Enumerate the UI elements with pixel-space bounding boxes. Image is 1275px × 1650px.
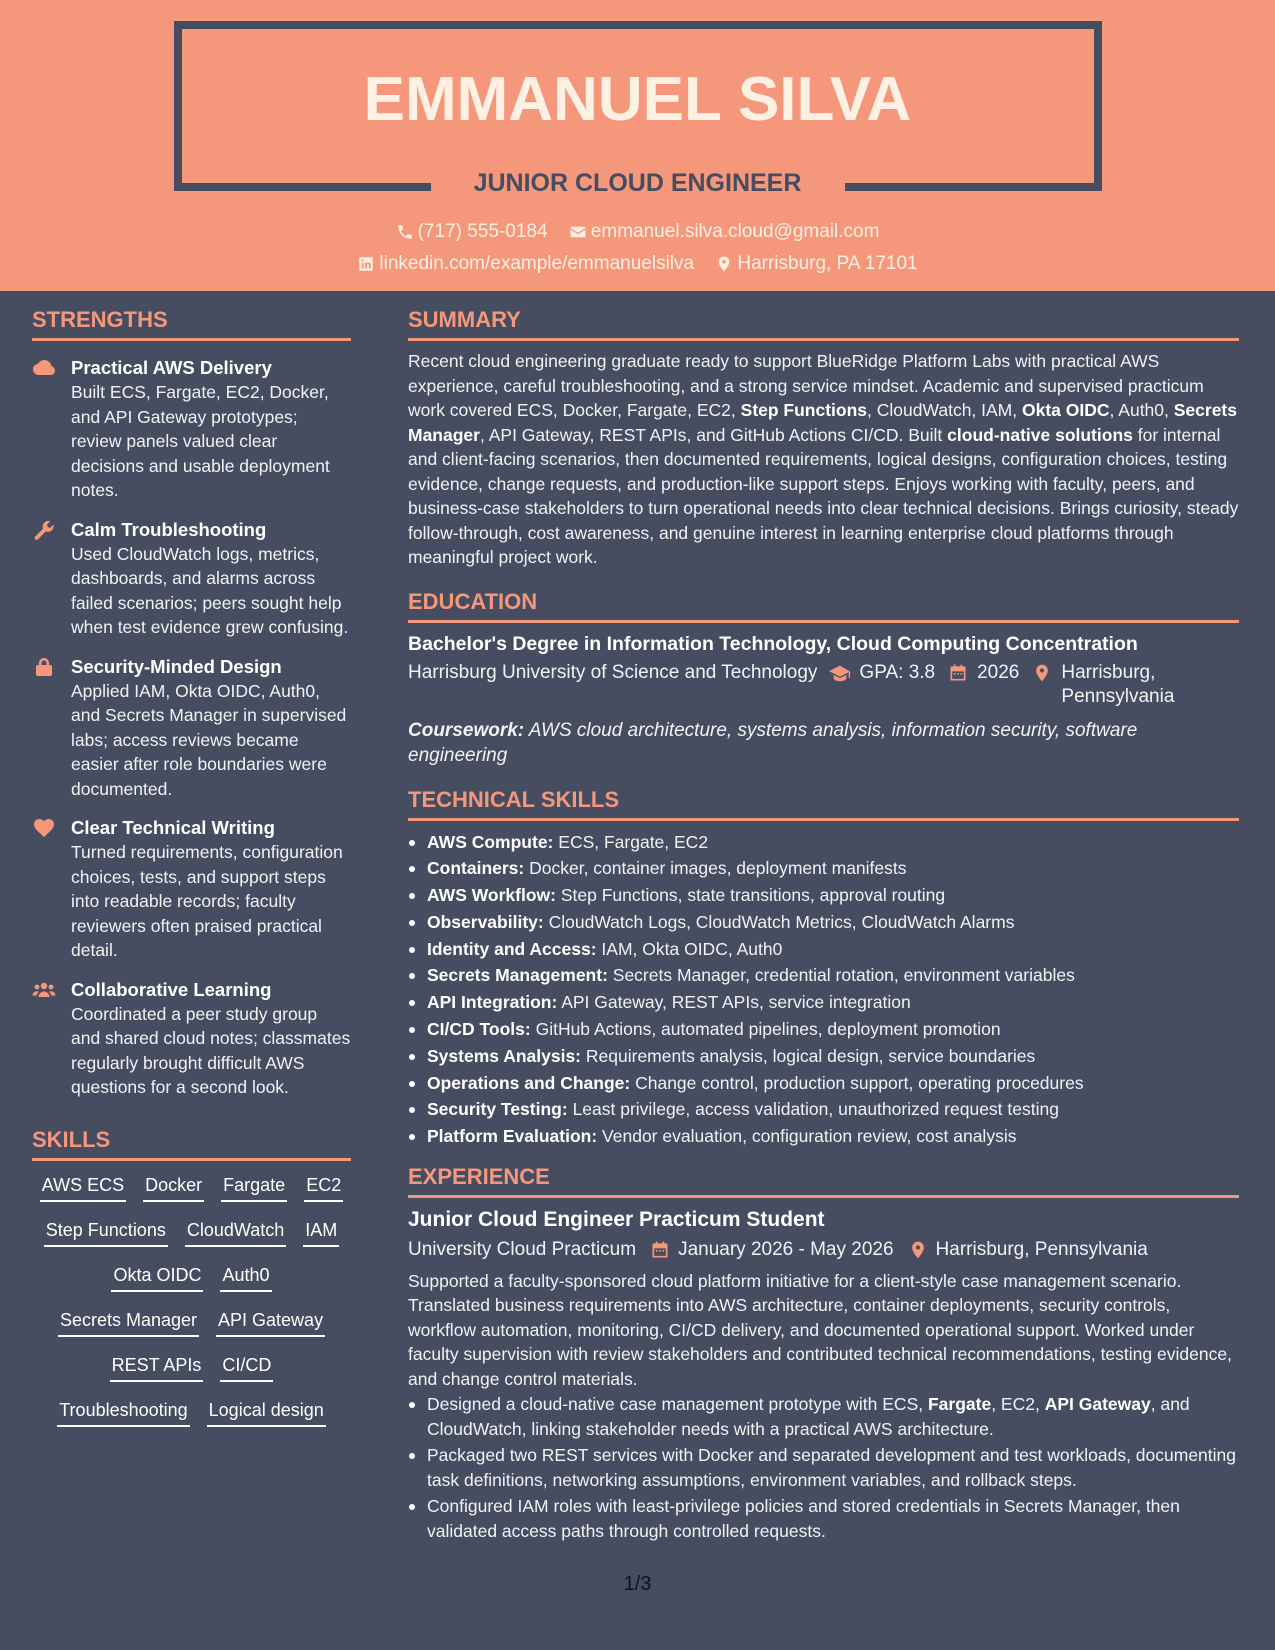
phone-contact[interactable] <box>396 220 548 244</box>
skill-tag: Fargate <box>221 1173 287 1202</box>
left-column <box>32 306 351 1443</box>
strength-desc: Coordinated a peer study group and shared cloud notes; classmates regularly brought difficult AWS questions for a second look. <box>71 1003 351 1097</box>
skill-tag: API Gateway <box>216 1308 325 1337</box>
right-column <box>408 306 1239 1545</box>
users-icon <box>32 980 56 1000</box>
technical-skills-list <box>408 830 1239 1149</box>
experience-section <box>408 1163 1239 1544</box>
section-title: EXPERIENCE <box>408 1163 550 1189</box>
strength-desc: Built ECS, Fargate, EC2, Docker, and API Gateway prototypes; review panels valued clear decisions and usable deployment notes. <box>71 382 330 500</box>
map-pin-icon <box>1031 663 1053 683</box>
cloud-icon <box>32 358 56 378</box>
skill-tag: IAM <box>303 1218 339 1247</box>
section-divider <box>408 620 1239 623</box>
linkedin-icon <box>357 255 375 273</box>
list-item: Observability: CloudWatch Logs, CloudWatch Metrics, CloudWatch Alarms <box>408 910 1239 935</box>
section-divider <box>408 818 1239 821</box>
skill-tag: CI/CD <box>220 1353 273 1382</box>
strength-desc: Used CloudWatch logs, metrics, dashboards, and alarms across failed scenarios; peers sought help when test evidence grew confusing. <box>71 543 349 637</box>
strength-item <box>32 355 351 503</box>
phone-icon <box>396 223 414 241</box>
skill-tag: Auth0 <box>220 1263 271 1292</box>
list-item: API Integration: API Gateway, REST APIs, service integration <box>408 990 1239 1015</box>
strengths-section <box>32 306 351 1100</box>
skill-tag: AWS ECS <box>40 1173 126 1202</box>
linkedin-contact[interactable] <box>357 252 694 276</box>
job-details <box>408 1237 1239 1263</box>
section-title: TECHNICAL SKILLS <box>408 786 620 812</box>
skill-tag: REST APIs <box>110 1353 204 1382</box>
list-item: Systems Analysis: Requirements analysis, logical design, service boundaries <box>408 1044 1239 1069</box>
skill-tag: Secrets Manager <box>58 1308 199 1337</box>
skills-section <box>32 1126 351 1443</box>
skill-tag: Step Functions <box>44 1218 168 1247</box>
school-location: Harrisburg, Pennsylvania <box>1031 661 1189 710</box>
section-divider <box>32 1158 351 1161</box>
list-item: Security Testing: Least privilege, access validation, unauthorized request testing <box>408 1097 1239 1122</box>
job-bullets <box>408 1392 1239 1543</box>
strength-desc: Turned requirements, configuration choices, tests, and support steps into readable records; faculty reviewers often praised practical detail. <box>71 842 343 960</box>
section-title: SKILLS <box>32 1126 111 1152</box>
candidate-name: EMMANUEL SILVA <box>363 65 912 134</box>
email-text: emmanuel.silva.cloud@gmail.com <box>590 221 880 242</box>
list-item: Operations and Change: Change control, production support, operating procedures <box>408 1071 1239 1096</box>
calendar-icon <box>650 1240 670 1260</box>
location-contact <box>715 252 917 276</box>
wrench-icon <box>32 520 56 540</box>
map-pin-icon <box>908 1240 928 1260</box>
list-item: Secrets Management: Secrets Manager, credential rotation, environment variables <box>408 963 1239 988</box>
contact-line <box>0 252 1275 280</box>
section-title: SUMMARY <box>408 307 521 332</box>
strength-title: Clear Technical Writing <box>71 817 275 838</box>
skill-tag: EC2 <box>304 1173 343 1202</box>
education-section <box>408 588 1239 768</box>
section-divider <box>408 1195 1239 1198</box>
degree-title: Bachelor's Degree in Information Technology, Cloud Computing Concentration <box>408 632 1138 655</box>
gpa: GPA: 3.8 <box>829 661 935 710</box>
school-name: Harrisburg University of Science and Technology <box>408 661 818 683</box>
skill-tag: CloudWatch <box>185 1218 286 1247</box>
section-divider <box>32 338 351 341</box>
skill-tag: Troubleshooting <box>57 1398 189 1427</box>
skill-tag: Docker <box>143 1173 204 1202</box>
organization: University Cloud Practicum <box>408 1238 637 1260</box>
skill-tag: Okta OIDC <box>111 1263 203 1292</box>
skill-tags <box>32 1173 351 1443</box>
list-item: Platform Evaluation: Vendor evaluation, configuration review, cost analysis <box>408 1124 1239 1149</box>
list-item: Configured IAM roles with least-privilege policies and stored credentials in Secrets Manager, then validated access paths through controlled requests. <box>408 1494 1239 1543</box>
list-item: CI/CD Tools: GitHub Actions, automated pipelines, deployment promotion <box>408 1017 1239 1042</box>
list-item: Packaged two REST services with Docker and separated development and test workloads, documenting task definitions, networking assumptions, environment variables, and rollback steps. <box>408 1443 1239 1492</box>
graduation-year: 2026 <box>947 661 1019 710</box>
job-title: Junior Cloud Engineer Practicum Student <box>408 1207 825 1231</box>
strength-title: Practical AWS Delivery <box>71 357 272 378</box>
calendar-icon <box>947 663 969 683</box>
summary-text: Recent cloud engineering graduate ready to support BlueRidge Platform Labs with practical AWS experience, careful troubleshooting, and a strong service mindset. Academic and supervised practicum work covered ECS, Docker, Fargate, EC2, Step Functions, CloudWatch, IAM, Okta OIDC, Auth0, Secrets Manager, API Gateway, REST APIs, and GitHub Actions CI/CD. Built cloud-native solutions for internal and client-facing scenarios, then documented requirements, logical designs, configuration choices, testing evidence, change requests, and production-like support steps. Enjoys working with faculty, peers, and business-case stakeholders to turn operational needs into clear technical decisions. Brings curiosity, steady follow-through, cost awareness, and genuine interest in learning enterprise cloud platforms through meaningful project work. <box>408 351 1239 567</box>
envelope-icon <box>569 223 587 241</box>
list-item: Containers: Docker, container images, deployment manifests <box>408 856 1239 881</box>
linkedin-text: linkedin.com/example/emmanuelsilva <box>379 253 695 274</box>
education-details <box>408 661 1239 710</box>
strength-title: Collaborative Learning <box>71 978 272 1000</box>
job-description: Supported a faculty-sponsored cloud platform initiative for a client-style case management scenario. Translated business requirements into AWS architecture, container deployments, security controls, workflow automation, monitoring, CI/CD delivery, and documented operational support. Worked under faculty supervision with review stakeholders and contributed technical recommendations, testing evidence, and change control materials. <box>408 1270 1232 1389</box>
job-location: Harrisburg, Pennsylvania <box>908 1237 1148 1263</box>
section-title: STRENGTHS <box>32 307 168 332</box>
strength-desc: Applied IAM, Okta OIDC, Auth0, and Secrets Manager in supervised labs; access reviews became easier after role boundaries were documented. <box>71 680 347 799</box>
strength-title: Security-Minded Design <box>71 655 282 677</box>
strength-item <box>32 815 351 963</box>
skill-tag: Logical design <box>207 1398 326 1427</box>
coursework: Coursework: AWS cloud architecture, systems analysis, information security, software engineering <box>408 719 1138 766</box>
contact-line <box>0 220 1275 248</box>
header-banner <box>0 0 1275 291</box>
map-pin-icon <box>715 255 733 273</box>
section-divider <box>408 338 1239 341</box>
strength-item <box>32 977 351 1100</box>
job-dates: January 2026 - May 2026 <box>650 1237 893 1263</box>
list-item: Designed a cloud-native case management prototype with ECS, Fargate, EC2, API Gateway, and CloudWatch, linking stakeholder needs with a practical AWS architecture. <box>408 1392 1239 1441</box>
page-number: 1/3 <box>623 1573 652 1595</box>
summary-section <box>408 306 1239 570</box>
graduation-cap-icon <box>829 663 851 683</box>
location-text: Harrisburg, PA 17101 <box>737 253 918 274</box>
lock-icon <box>32 657 56 677</box>
strength-item <box>32 517 351 640</box>
list-item: AWS Workflow: Step Functions, state transitions, approval routing <box>408 883 1239 908</box>
strength-title: Calm Troubleshooting <box>71 518 267 540</box>
header-frame <box>174 21 1102 29</box>
strength-item <box>32 654 351 802</box>
list-item: Identity and Access: IAM, Okta OIDC, Auth0 <box>408 937 1239 962</box>
heart-icon <box>32 818 56 838</box>
technical-skills-section <box>408 786 1239 1149</box>
email-contact[interactable] <box>569 220 880 244</box>
section-title: EDUCATION <box>408 588 538 614</box>
list-item: AWS Compute: ECS, Fargate, EC2 <box>408 830 1239 855</box>
candidate-role: JUNIOR CLOUD ENGINEER <box>473 169 802 197</box>
phone-text: (717) 555-0184 <box>417 221 548 242</box>
